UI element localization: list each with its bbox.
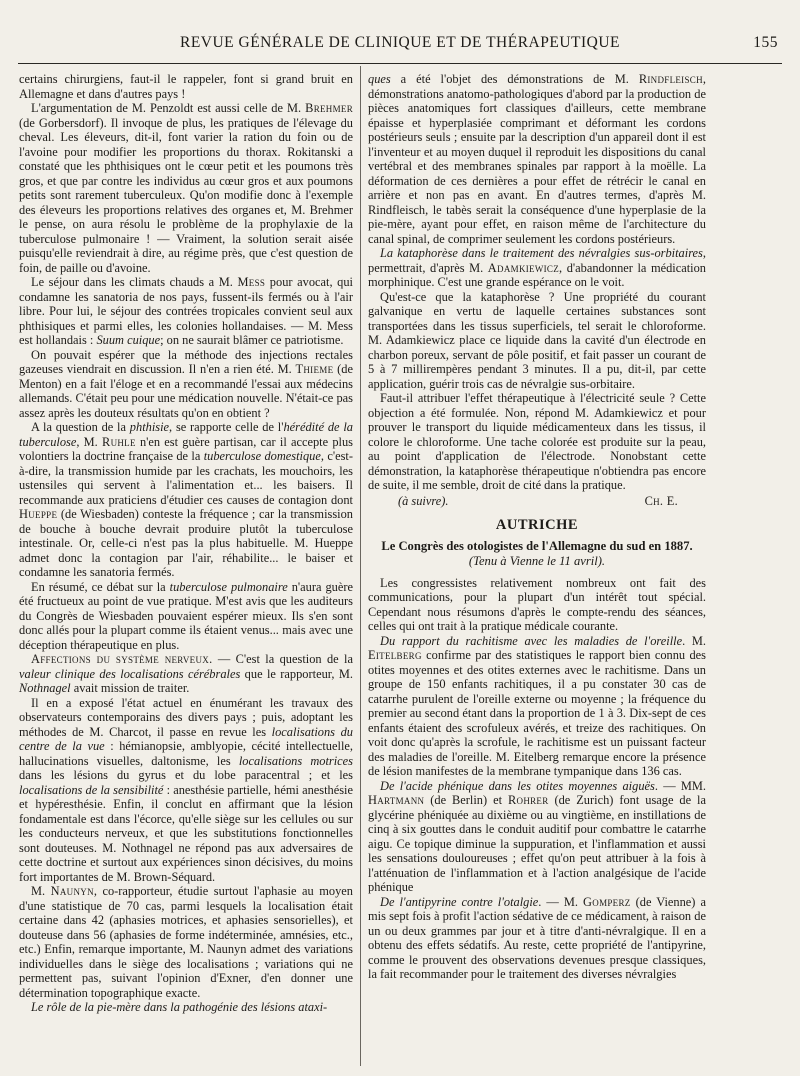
text-run: . — M.: [538, 894, 584, 909]
text-run: On pouvait espérer que la méthode des injections rectales gazeuses viendrait en discussion. Il n'en a rien été. M.: [19, 347, 353, 376]
text-run: avait mission de traiter.: [70, 681, 190, 695]
paragraph: [19, 275, 353, 348]
text-run: : hémianopsie, amblyopie, cécité intellectuelle, hallucinations visuelles, daltonisme, les: [19, 739, 353, 768]
emphasis: De l'acide phénique dans les otites moyennes aiguës: [380, 778, 655, 793]
person-name: Gomperz: [583, 894, 631, 909]
text-run: pour avocat, qui condamne les sanatoria de nos pays, fussent-ils fermés ou à l'air libre. Pour lui, le séjour des contrées tropicales convient seul aux phthisiques et parmi elles, les colonies hollandaises. — M. Mess est hollandais :: [19, 275, 353, 347]
emphasis: phthisie: [129, 420, 170, 434]
page-number: 155: [753, 34, 778, 51]
person-name: Hueppe: [19, 507, 58, 521]
text-run: Faut-il attribuer l'effet thérapeutique à l'électricité seule ? Cette objection a été formulée. Non, répond M. Adamkiewicz et pour prouver le transport du liquide médicamenteux dans les tissus, il colore le chloroforme. Une tache colorée est produite sur la peau, au point d'application de l'électrode. Nonobstant cette démonstration, la kataphorèse thérapeutique n'obtiendra pas encore de suite, il me semble, droit de cité dans la pratique.: [368, 391, 706, 492]
emphasis: valeur clinique des localisations cérébrales: [19, 666, 241, 681]
text-run: En résumé, ce débat sur la: [31, 579, 170, 594]
text-run: (de Menton) en a fait l'éloge et en a recommandé l'essai aux médecins allemands. C'était peu pour une médication nouvelle. N'était-ce pas assez après les douteux résultats qu'on en obtient ?: [19, 362, 353, 420]
person-name: Rohrer: [507, 793, 549, 807]
text-run: : anesthésie partielle, hémi anesthésie et hypéresthésie. Enfin, il conclut en affirmant que la lésion fondamentale est dans l'écorce, qu'elle siège sur les cellules ou sur les conducteurs nerveux, et que les substitutions fonctionnelles sont douteuses. M. Nothnagel ne répond pas aux adversaires de cette doctrine et surtout aux expériences sinon décisives, du moins fort importantes de M. Brown-Séquard.: [19, 782, 353, 884]
text-run: Qu'est-ce que la kataphorèse ? Une propriété du courant galvanique en vertu de laquelle certaines substances sont transportées dans les tissus superficiels, tel serait le chloroforme. M. Adamkiewicz place ce liquide dans la cavité d'un électrode en charbon poreux, servant de pôle positif, et fait passer un courant de 5 à 7 millirempères pendant 3 minutes. Il a pu, dit-il, par cette application, guérir trois cas de névralgie sus-orbitaire.: [368, 289, 706, 391]
text-run: (de Vienne) a mis sept fois à profit l'action sédative de ce médicament, à raison de un ou deux grammes par jour et à titre d'anti-névralgique. Il en a obtenu des effets sédatifs. Au reste, cette propriété de l'antipyrine, comme le prouvent des observations devenues presque classiques, la fait recommander pour le traitement des diverses névralgies: [368, 894, 706, 981]
text-run: , se rapporte celle de l': [169, 420, 284, 434]
running-header: [18, 34, 782, 58]
to-be-continued: (à suivre).: [398, 493, 449, 508]
section-lead: Affections du système nerveux.: [31, 652, 213, 666]
text-run: , M.: [76, 434, 102, 449]
text-run: , co-rapporteur, étudie surtout l'aphasie au moyen d'une statistique de 70 cas, parmi lesquels la localisation était certaine dans 42 (aphasies motrices, et aphasies sensorielles), et douteuse dans 56 (aphasies de forme indéterminée, amnésies, etc., etc.) Enfin, remarque importante, M. Naunyn admet des variations individuelles dans le siège des localisations ; variations qui ne permettent pas, suivant l'opinion d'Exner, d'en donner une détermination topographique exacte.: [19, 884, 353, 1000]
text-run: — C'est la question de la: [212, 652, 353, 666]
author-initials: Ch. E.: [644, 493, 678, 508]
paragraph: [368, 72, 706, 246]
emphasis: Le rôle de la pie-mère dans la pathogénie des lésions ataxi-: [31, 1000, 328, 1014]
latin-phrase: Suum cuique: [96, 333, 161, 347]
person-name: Brehmer: [305, 101, 353, 115]
paragraph: [368, 895, 706, 982]
person-name: Mess: [237, 275, 266, 289]
emphasis: Du rapport du rachitisme avec les maladies de l'oreille: [380, 633, 683, 648]
text-run: L'argumentation de M. Penzoldt est aussi celle de M.: [31, 101, 306, 115]
paragraph: [19, 348, 353, 421]
paragraph: [19, 884, 353, 1000]
text-run: , d'abandonner la médication morphinique. C'est une grande espérance on le voit.: [368, 260, 707, 289]
text-run: . M.: [682, 633, 706, 648]
header-rule: [18, 63, 782, 64]
text-run: . — MM.: [654, 778, 706, 793]
emphasis: La kataphorèse dans le traitement des névralgies sus-orbitaires: [380, 246, 703, 260]
person-name: Thieme: [295, 362, 334, 376]
person-name: Naunyn: [50, 884, 94, 898]
text-run: M.: [31, 884, 51, 898]
right-column: [368, 72, 706, 982]
person-name: Rindfleisch: [638, 72, 703, 86]
text-run: confirme par des statistiques le rapport bien connu des otites moyennes et des otites externes avec le rachitisme. Dans un groupe de 150 enfants rachitiques, il a pu constater 30 cas de catarrhe purulent de l'oreille externe ou moyenne ; la fréquence du premier au second étant dans la proportion de 1 à 3. Dix-sept de ces enfants étaient des scrofuleux avérés, et treize des rachitiques. On voit donc qu'après la scrofule, le rachitisme est un puissant facteur des maladies de l'oreille. M. Eitelberg remarque encore la présence de lésion manifestes de la membrane tympanique dans 136 cas.: [368, 648, 706, 778]
emphasis: localisations motrices: [238, 753, 354, 768]
text-run: certains chirurgiens, faut-il le rappeler, font si grand bruit en Allemagne et dans d'autres pays !: [19, 72, 353, 101]
paragraph: [368, 576, 706, 634]
article-signoff: [368, 494, 706, 509]
paragraph: [19, 652, 353, 696]
text-run: n'aura guère été fructueux au point de vue pratique. M'est avis que les auditeurs du Congrès de Wiesbaden pouvaient espérer mieux. Ils s'en sont donc allés pour la plupart comme ils étaient venus... mais avec une déception thérapeutique en plus.: [19, 579, 353, 652]
column-divider: [360, 66, 361, 1066]
paragraph: [368, 246, 706, 290]
paragraph: [19, 420, 353, 580]
section-heading: AUTRICHE: [495, 517, 579, 533]
journal-title: REVUE GÉNÉRALE DE CLINIQUE ET DE THÉRAPEUTIQUE: [179, 33, 620, 52]
text-run: que le rapporteur, M.: [240, 666, 353, 681]
emphasis: tuberculose domestique: [203, 449, 321, 463]
text-run: ; on ne saurait blâmer ce patriotisme.: [160, 333, 344, 347]
text-run: A la question de la: [31, 420, 130, 434]
left-column: [19, 72, 353, 1015]
emphasis: localisations du centre de la vue: [19, 724, 353, 753]
congress-title: Le Congrès des otologistes de l'Allemagne du sud en 1887.: [381, 538, 693, 553]
emphasis: De l'antipyrine contre l'otalgie: [380, 894, 539, 909]
emphasis: tuberculose pulmonaire: [169, 579, 288, 594]
congress-subtitle: (Tenu à Vienne le 11 avril).: [468, 553, 606, 568]
emphasis: hérédité de la tuberculose: [19, 420, 353, 449]
text-run: , permettrait, d'après M.: [368, 246, 706, 275]
text-run: dans les lésions du gyrus et du lobe paracentral ; et les: [19, 768, 353, 782]
paragraph: [368, 779, 706, 895]
paragraph: [368, 634, 706, 779]
text-run: , c'est-à-dire, la transmission humide par les crachats, les mouchoirs, les ustensiles qui servent à l'alimentation et... les baisers. Il recommande aux praticiens d'étudier ces causes de contagion dont: [19, 449, 353, 507]
emphasis: ques: [368, 72, 391, 86]
paragraph: [368, 391, 706, 493]
text-run: (de Wiesbaden) conteste la fréquence ; car la transmission de bouche à bouche devrait produire plutôt la tuberculose intestinale. Or, celle-ci n'est pas la plus habituelle. M. Hueppe admet donc la contagion par l'air, réhabilite... le baiser et condamne les sanatoria fermés.: [19, 507, 353, 579]
person-name: Hartmann: [368, 793, 425, 807]
person-name: Eitelberg: [368, 648, 422, 662]
text-run: n'en est guère partisan, car il accepte plus volontiers la doctrine française de la: [19, 434, 353, 463]
paragraph: [368, 290, 706, 392]
text-run: (de Gorbersdorf). Il invoque de plus, les pratiques de l'élevage du cheval. Les éleveurs, dit-il, font varier la ration du foin ou de l'avoine pour modifier les proportions du thorax. Rokitanski a constaté que les phthisiques ont le cœur petit et les poumons très gros, et que par contre les individus au cœur gros et aux poumons petits sont rarement tuberculeux. Qu'on modifie donc à l'exemple des éleveurs les proportions relatives des organes et, M. Brehmer le pense, on aura résolu le problème de la prophylaxie de la tuberculose pulmonaire ! — Vraiment, la solution serait aisée puisqu'elle reviendrait à dire, au régime près, que c'est question de foin, de paille ou d'avoine.: [19, 115, 353, 275]
paragraph: [19, 101, 353, 275]
person-name: Ruhle: [102, 434, 136, 449]
text-run: Les congressistes relativement nombreux ont fait des communications, pour la plupart d'un intérêt tout spécial. Cependant nous résumons d'après le compte-rendu des séances, celles qui ont trait à la pratique médicale courante.: [368, 575, 706, 633]
text-run: Il en a exposé l'état actuel en énumérant les travaux des observateurs contemporains des divers pays ; puis, adoptant les méthodes de M. Charcot, il passe en revue les: [19, 695, 353, 739]
emphasis: localisations de la sensibilité: [19, 782, 164, 797]
text-run: Le séjour dans les climats chauds a M.: [31, 275, 238, 289]
text-run: a été l'objet des démonstrations de M.: [390, 72, 639, 86]
paragraph: [19, 72, 353, 101]
text-run: , démonstrations anatomo-pathologiques d'abord par la production de pièces anatomiques fort classiques d'ailleurs, cette membrane épaisse et hyperplasiée comprimant et déformant les cordons postérieurs seuls ; ensuite par la description d'un appareil dont il est l'inventeur et au moyen duquel il reproduit les dispositions du canal vertébral et des membranes spinales par rapport à la moëlle. La déformation de ces dernières a pour effet de rétrécir le canal en arrière et non pas en avant. En d'autres termes, d'après M. Rindfleisch, le tabès serait la conséquence d'une hyperplasie de la pie-mère, ayant pour effet, en raison même de l'architecture du canal spinal, de comprimer seulement les cordons postérieurs.: [368, 72, 706, 246]
paragraph: [19, 696, 353, 885]
congress-heading: [368, 539, 706, 569]
emphasis: Nothnagel: [19, 681, 71, 695]
paragraph: [19, 1000, 353, 1015]
person-name: Adamkiewicz: [487, 260, 560, 275]
text-run: (de Berlin) et: [424, 793, 508, 807]
paragraph: [19, 580, 353, 653]
text-run: (de Zurich) font usage de la glycérine phéniquée au dixième ou au vingtième, en instillations de cinq à six gouttes dans le conduit auditif pour combattre le catarrhe aigu. Ce topique diminue la suppuration, et l'inflammation et aussi les sensations douloureuses ; effet qu'on peut attribuer à la fois à l'atténuation de l'inflammation et à l'action analgésique de l'acide phénique: [368, 793, 706, 894]
